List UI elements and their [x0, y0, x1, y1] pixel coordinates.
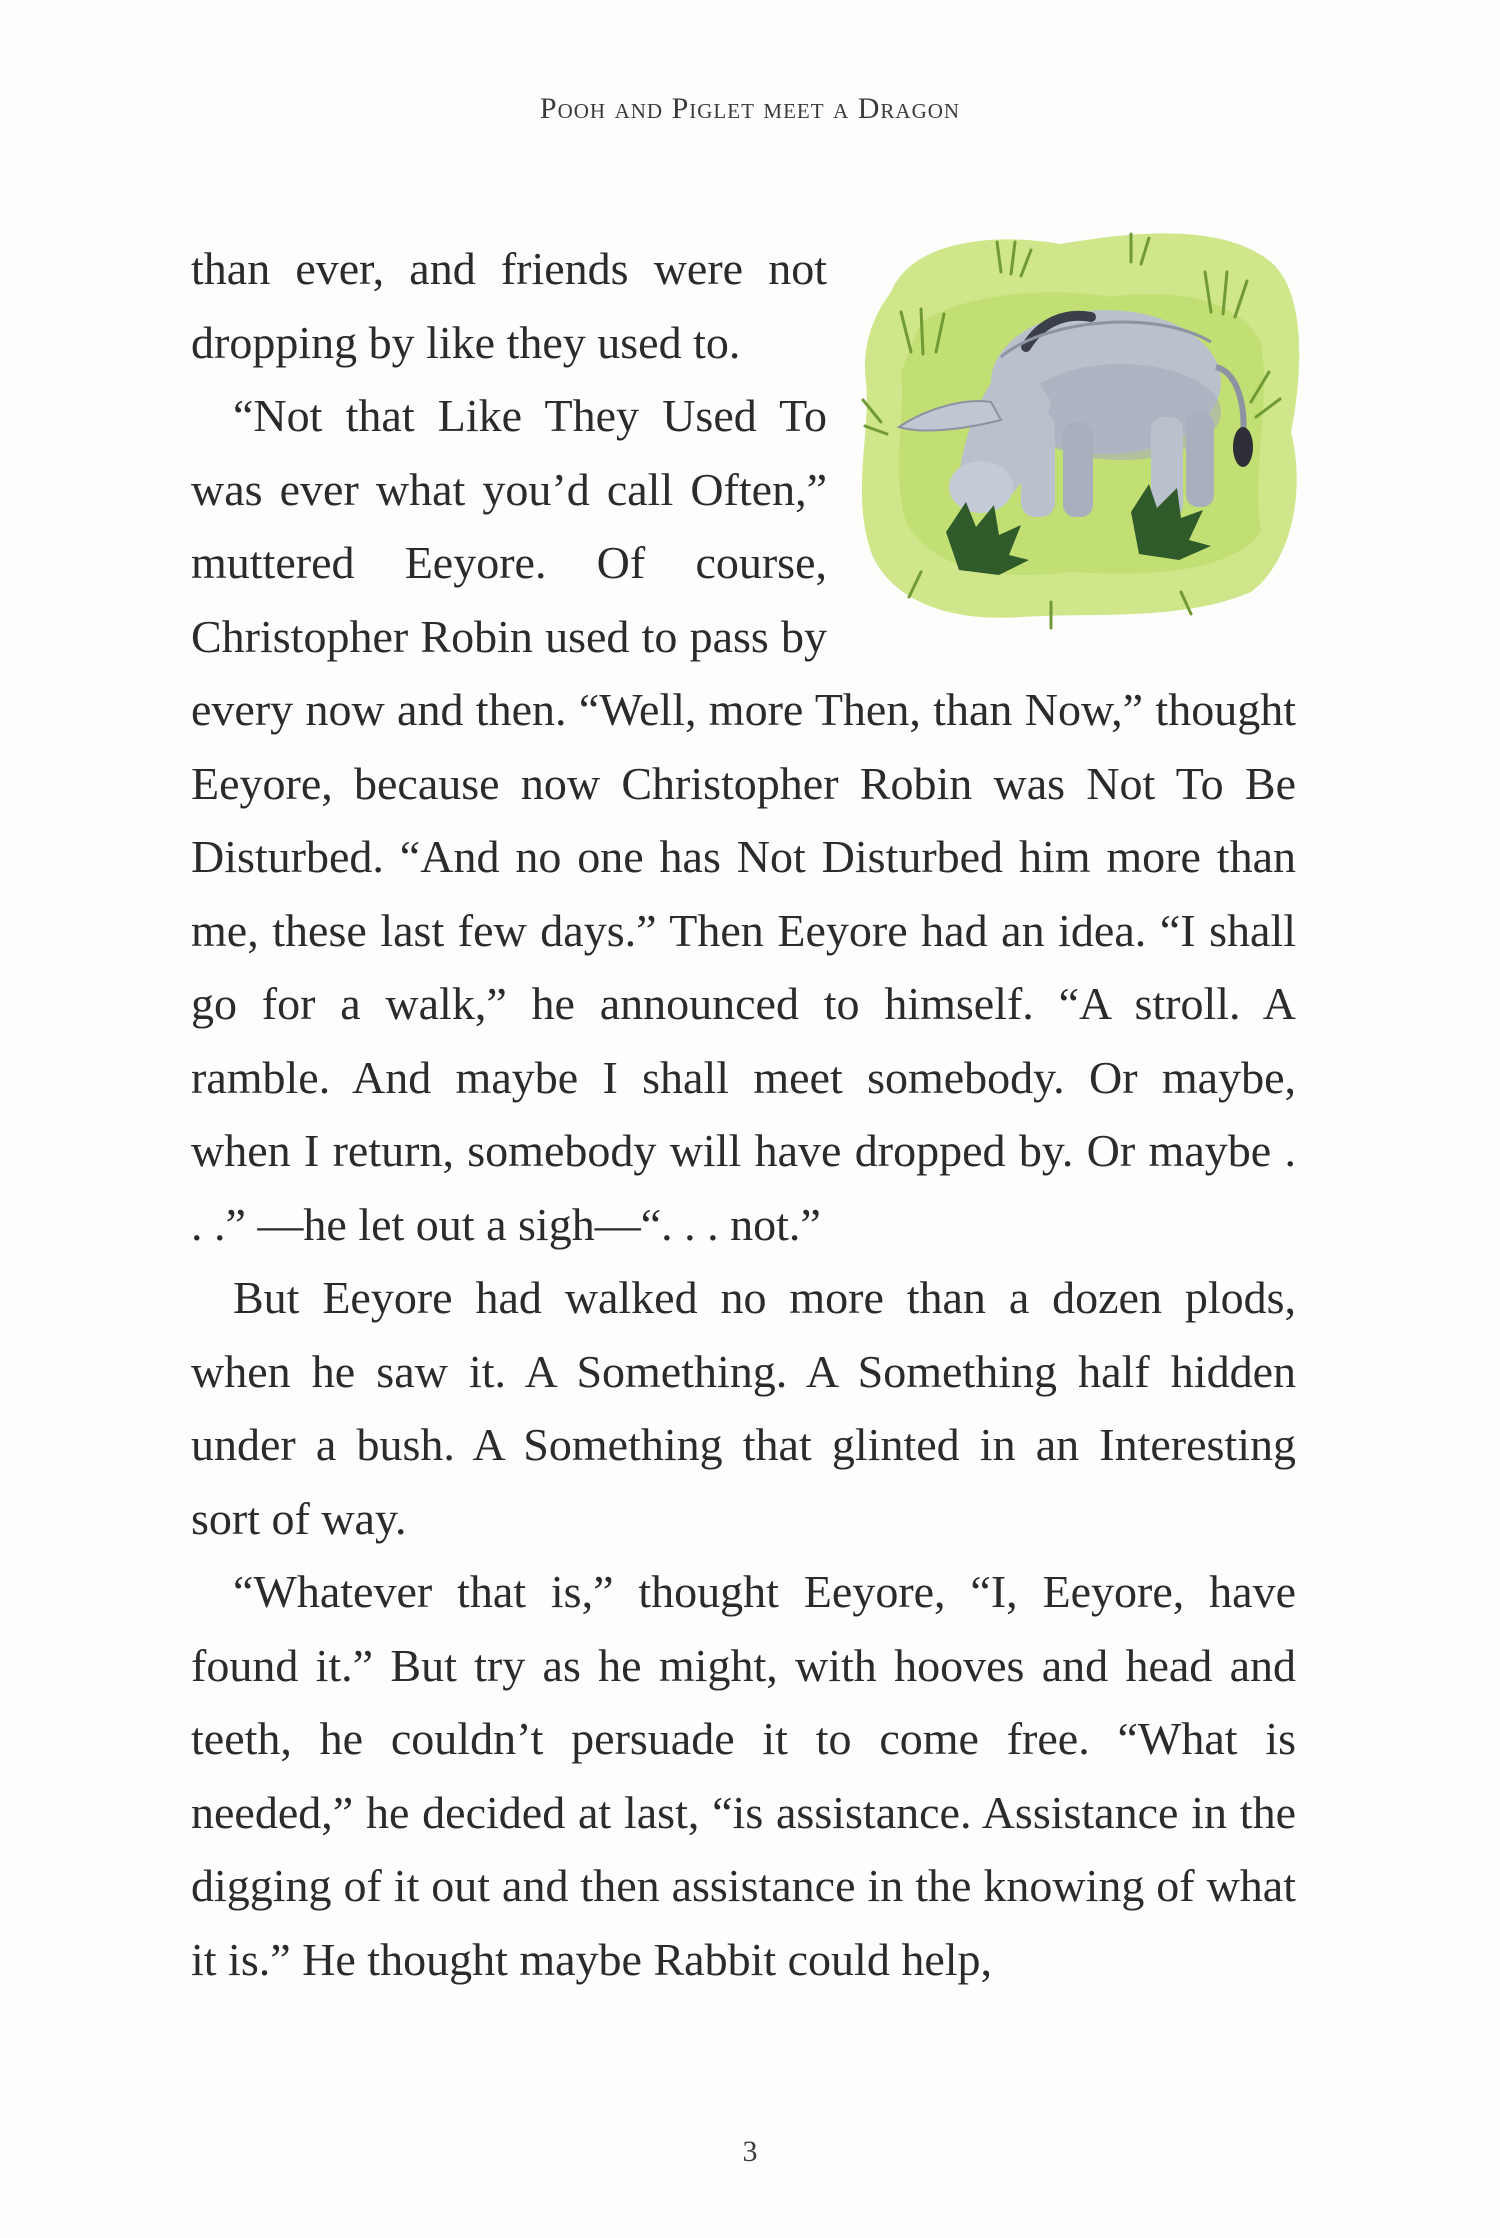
eeyore-grazing-illustration: [851, 172, 1306, 672]
paragraph: than ever, and friends were not dropping by like they used to.: [191, 243, 827, 368]
paragraph: “Not that Like They Used To was ever what you’d call Often,” muttered Eeyore. Of course, Christopher Robin used to pass by every now and then. “Well, more Then, than Now,” thought Eeyore, because now Christopher Robin was Not To Be Disturbed. “And no one has Not Disturbed him more than me, these last few days.” Then Eeyore had an idea. “I shall go for a walk,” he announced to himself. “A stroll. A ramble. And maybe I shall meet somebody. Or maybe, when I return, somebody will have dropped by. Or maybe . . .” —he let out a sigh—“. . . not.”: [191, 390, 1296, 1250]
paragraph: But Eeyore had walked no more than a dozen plods, when he saw it. A Something. A Something half hidden under a bush. A Something that glinted in an Interesting sort of way.: [191, 1272, 1296, 1544]
body-text: [191, 232, 1296, 1996]
page-number: 3: [742, 2135, 758, 2168]
running-head: Pooh and Piglet meet a Dragon: [539, 92, 961, 125]
paragraph: “Whatever that is,” thought Eeyore, “I, Eeyore, have found it.” But try as he might, with hooves and head and teeth, he couldn’t persuade it to come free. “What is needed,” he decided at last, “is assistance. Assistance in the digging of it out and then assistance in the knowing of what it is.” He thought maybe Rabbit could help,: [191, 1566, 1296, 1985]
